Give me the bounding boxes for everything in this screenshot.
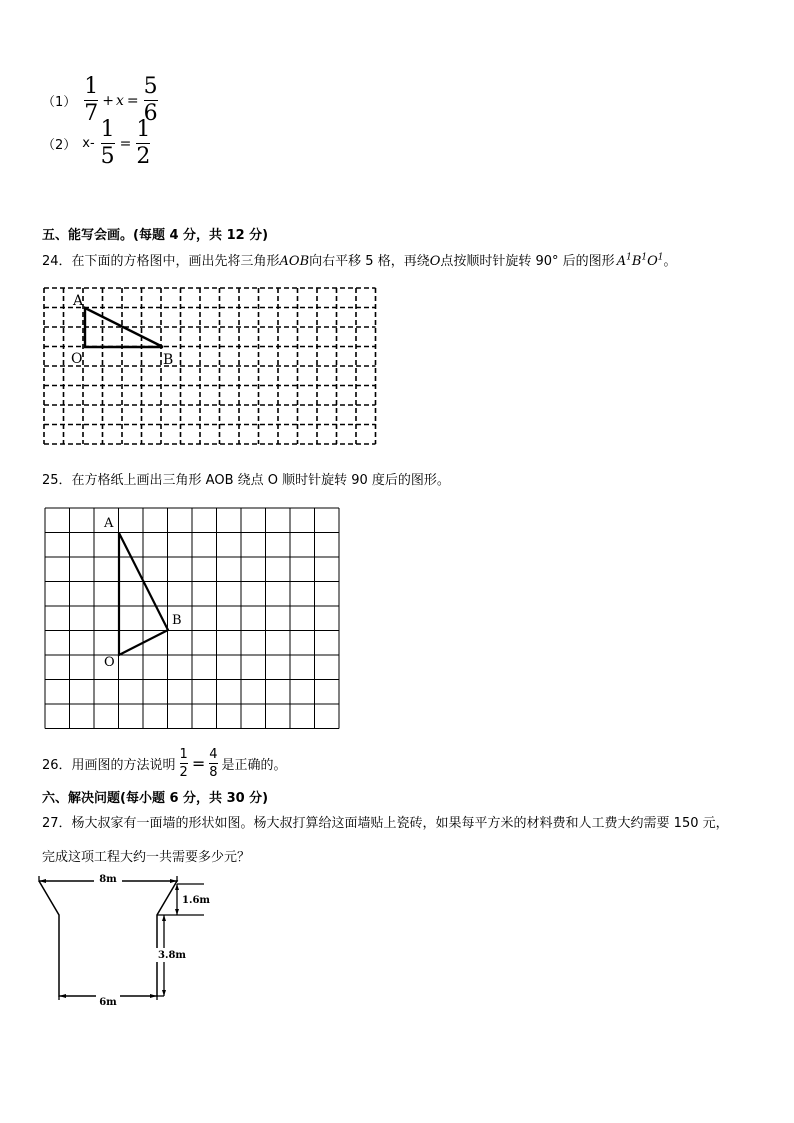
equation-label: （2） (42, 138, 77, 153)
point-label-o: O (104, 655, 115, 670)
numerator: 1 (100, 117, 115, 142)
question-text: 。 (663, 254, 677, 269)
point-label-b: B (163, 352, 174, 368)
section-heading: 六、解决问题(每小题 6 分，共 30 分) (42, 791, 269, 806)
wall-figure (36, 868, 216, 1010)
denominator: 5 (100, 144, 115, 169)
question-text: 点按顺时针旋转 90° 后的图形 (440, 254, 615, 269)
numerator: 1 (84, 74, 99, 99)
question-text: 26．用画图的方法说明 (42, 758, 176, 773)
numerator: 5 (143, 74, 158, 99)
question-text: 24．在下面的方格图中，画出先将三角形 (42, 254, 280, 269)
dim-side-top: 1.6m (182, 895, 210, 906)
point-label-a: A (104, 516, 114, 531)
denominator: 7 (84, 101, 99, 126)
operator: + (102, 92, 115, 109)
question-25: 25．在方格纸上画出三角形 AOB 绕点 O 顺时针旋转 90 度后的图形。 (42, 473, 450, 488)
wall-outline (39, 881, 177, 996)
point-label-b: B (172, 613, 182, 628)
equation-2 (42, 119, 152, 168)
fraction (84, 76, 98, 125)
result-shape: $A^1B^1O^1$ (616, 252, 664, 269)
denominator: 2 (136, 144, 151, 169)
equals: = (191, 754, 206, 773)
numerator: 1 (179, 747, 188, 762)
dim-top: 8m (99, 874, 117, 885)
denominator: 2 (179, 765, 188, 780)
dashed-grid-24 (40, 285, 382, 447)
question-26 (42, 748, 287, 779)
fraction (101, 119, 115, 168)
point-label-a: A (73, 293, 84, 309)
variable: x- (82, 136, 95, 151)
point-name: O (429, 254, 441, 269)
dim-side-bottom: 3.8m (158, 950, 186, 961)
equals: = (126, 92, 139, 109)
grid-25 (42, 505, 342, 729)
section-heading: 五、能写会画。(每题 4 分，共 12 分) (42, 228, 269, 243)
fraction (209, 748, 217, 779)
numerator: 1 (136, 117, 151, 142)
dim-bottom: 6m (99, 997, 117, 1008)
question-27-line1: 27．杨大叔家有一面墙的形状如图。杨大叔打算给这面墙贴上瓷砖，如果每平方米的材料费和人工费大约需要 150 元， (42, 816, 729, 831)
shape-name: AOB (279, 254, 310, 269)
question-27-line2: 完成这项工程大约一共需要多少元？ (42, 850, 251, 865)
variable: x (116, 92, 124, 109)
question-text: 是正确的。 (221, 758, 287, 773)
numerator: 4 (209, 747, 218, 762)
denominator: 6 (143, 101, 158, 126)
fraction (180, 748, 188, 779)
denominator: 8 (209, 765, 218, 780)
question-text: 向右平移 5 格，再绕 (309, 254, 430, 269)
equation-label: （1） (42, 95, 77, 110)
equals: = (119, 135, 132, 152)
fraction (136, 119, 150, 168)
point-label-o: O (71, 351, 83, 367)
question-24 (42, 250, 677, 269)
